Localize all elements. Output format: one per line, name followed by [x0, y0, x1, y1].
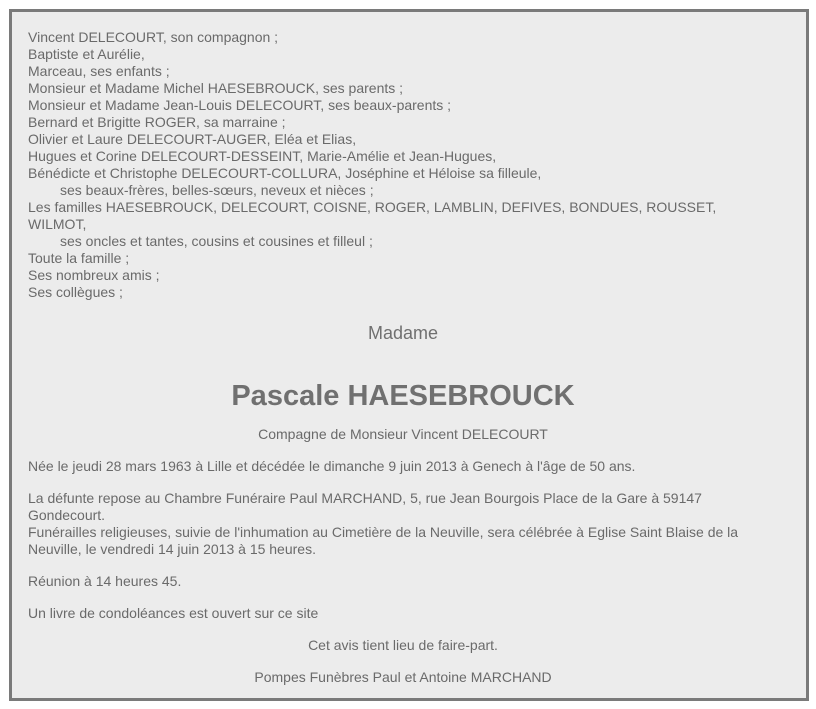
family-line: Monsieur et Madame Jean-Louis DELECOURT, ses beaux-parents ; — [28, 97, 452, 113]
deceased-name: Pascale HAESEBROUCK — [231, 380, 575, 412]
family-line: Les familles HAESEBROUCK, DELECOURT, COISNE, ROGER, LAMBLIN, DEFIVES, BONDUES, ROUSSET, WILMOT, — [28, 199, 717, 232]
family-line: Bernard et Brigitte ROGER, sa marraine ; — [28, 114, 286, 130]
funeral-home-text: Pompes Funèbres Paul et Antoine MARCHAND — [254, 669, 552, 685]
family-line: Ses collègues ; — [28, 284, 123, 300]
family-line: ses beaux-frères, belles-sœurs, neveux et nièces ; — [60, 182, 374, 198]
family-line: Vincent DELECOURT, son compagnon ; — [28, 29, 279, 45]
family-line: ses oncles et tantes, cousins et cousines et filleul ; — [60, 233, 373, 249]
funeral-text: Funérailles religieuses, suivie de l'inhumation au Cimetière de la Neuville, sera célébrée à Eglise Saint Blaise de la Neuville, le vendredi 14 juin 2013 à 15 heures. — [28, 524, 739, 557]
notice-text: Cet avis tient lieu de faire-part. — [308, 637, 498, 653]
condolences-text: Un livre de condoléances est ouvert sur ce site — [28, 605, 319, 621]
family-line: Monsieur et Madame Michel HAESEBROUCK, ses parents ; — [28, 80, 404, 96]
family-line: Marceau, ses enfants ; — [28, 63, 170, 79]
companion-line: Compagne de Monsieur Vincent DELECOURT — [258, 426, 548, 442]
birth-death-text: Née le jeudi 28 mars 1963 à Lille et décédée le dimanche 9 juin 2013 à Genech à l'âge de 50 ans. — [28, 458, 636, 474]
obituary-content — [28, 29, 778, 686]
family-line: Baptiste et Aurélie, — [28, 46, 145, 62]
family-line: Bénédicte et Christophe DELECOURT-COLLURA, Joséphine et Héloise sa filleule, — [28, 165, 542, 181]
family-line: Ses nombreux amis ; — [28, 267, 160, 283]
rest-place-text: La défunte repose au Chambre Funéraire Paul MARCHAND, 5, rue Jean Bourgois Place de la Gare à 59147 Gondecourt. — [28, 490, 702, 523]
reunion-text: Réunion à 14 heures 45. — [28, 573, 182, 589]
family-line: Hugues et Corine DELECOURT-DESSEINT, Marie-Amélie et Jean-Hugues, — [28, 148, 497, 164]
family-line: Toute la famille ; — [28, 250, 130, 266]
salutation: Madame — [367, 323, 439, 343]
family-line: Olivier et Laure DELECOURT-AUGER, Eléa et Elias, — [28, 131, 357, 147]
obituary-card — [9, 9, 809, 701]
family-list — [28, 29, 778, 301]
